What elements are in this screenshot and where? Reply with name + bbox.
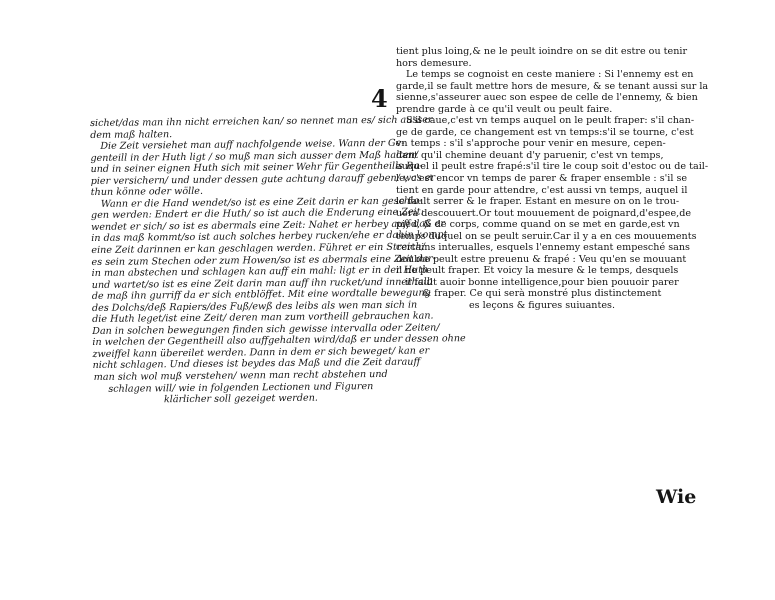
- text-line: und in seiner eignen Huth sich mit seiner Wehr für Gegentheills Ra-: [90, 160, 423, 176]
- text-line: il ne peult fraper. Et voicy la mesure & le temps, desquels: [396, 265, 679, 277]
- text-line: sichet/das man ihn nicht erreichen kan/ so nennet man es/ sich ausser: [90, 114, 433, 129]
- text-line: zweiffel kann übereilet werden. Dann in dem er sich beweget/ kan er: [92, 345, 430, 360]
- text-line: garde,il se fault mettre hors de mesure, & se tenant aussi sur la: [396, 80, 709, 92]
- text-line: die Huth leget/ist eine Zeit/ deren man zum vortheill gebrauchen kan.: [92, 310, 434, 326]
- text-line: gen werden: Endert er die Huth/ so ist auch die Enderung eine Zeit:: [90, 206, 424, 222]
- text-line: Dan in solchen bewegungen finden sich gewisse intervalla oder Zeiten/: [92, 322, 440, 337]
- text-line: in welchen der Gegentheill also auffgehalten wird/daß er under dessen ohne: [92, 333, 466, 349]
- text-line: prendre garde à ce qu'il veult ou peult faire.: [396, 103, 613, 115]
- french-text-column: [396, 46, 709, 312]
- text-line: tient plus loing,& ne le peult ioindre on se dit estre ou tenir: [396, 46, 688, 57]
- text-line: wendet er sich/ so ist es abermals eine Zeit: Nahet er herbey auff daß er: [91, 218, 445, 233]
- text-line: dem maß halten.: [90, 128, 173, 141]
- text-line: & fraper. Ce qui serà monstré plus distinctement: [422, 288, 662, 300]
- text-line: Le temps se cognoist en ceste maniere : Si l'ennemy est en: [406, 69, 694, 81]
- text-line: in man abstechen und schlagen kan auff ein mahl: ligt er in der Huth: [91, 264, 429, 280]
- text-line: uera descouuert.Or tout mouuement de poignard,d'espee,de: [396, 207, 692, 219]
- text-line: auquel il peult estre frapé:s'il tire le coup soit d'estoc ou de tail-: [396, 161, 709, 173]
- catchword: Wie: [656, 486, 697, 508]
- text-line: doubte peult estre preuenu & frapé : Veu qu'en se mouuant: [396, 253, 687, 265]
- text-line: hors demesure.: [396, 57, 472, 69]
- text-line: des Dolchs/deß Rapiers/des Fuß/ewß des leibs als wen man sich in: [91, 299, 418, 314]
- text-line: temps duquel on se peult seruir.Car il y a en ces mouuements: [396, 230, 697, 242]
- text-line: thun könne oder wölle.: [90, 186, 204, 199]
- text-line: es leçons & figures suiuantes.: [469, 300, 615, 312]
- text-line: man sich wol muß verstehen/ wenn man recht abstehen und: [93, 368, 388, 384]
- text-line: pier versichern/ und under dessen gute achtung darauff geben/ was er: [90, 172, 436, 187]
- text-line: le, c'est encor vn temps de parer & fraper ensemble : s'il se: [396, 173, 688, 185]
- text-line: und wartet/so ist es eine Zeit darin man auff ihn rucket/und innerhalb: [91, 276, 433, 291]
- text-line: S'il caue,c'est vn temps auquel on le peult fraper: s'il chan-: [406, 115, 695, 127]
- text-line: ge de garde, ce changement est vn temps:s'il se tourne, c'est: [396, 126, 694, 138]
- text-line: schlagen will/ wie in folgenden Lectionen und Figuren: [108, 380, 374, 395]
- text-line: Die Zeit versiehet man auff nachfolgende weise. Wann der Ge-: [100, 137, 405, 152]
- text-line: il fault auoir bonne intelligence,pour bien pouuoir parer: [405, 276, 679, 288]
- german-text-column: [90, 114, 466, 407]
- page-number: 4: [371, 84, 388, 113]
- text-line: de maß ihn gurriff da er sich entblöffet. Mit eine wordtalle bewegung: [91, 287, 431, 303]
- text-line: nicht schlagen. Und dieses ist beydes das Maß und die Zeit darauff: [92, 357, 421, 372]
- text-line: sienne,s'asseurer auec son espee de celle de l'ennemy, & bien: [396, 92, 698, 104]
- text-line: genteill in der Huth ligt / so muß man sich ausser dem Maß halten/: [90, 149, 419, 164]
- text-line: le fault serrer & le fraper. Estant en mesure on on le trou-: [396, 196, 680, 208]
- text-line: tient en garde pour attendre, c'est aussi vn temps, auquel il: [396, 184, 688, 196]
- text-line: vn temps : s'il s'approche pour venir en mesure, cepen-: [396, 138, 666, 150]
- text-line: dant qu'il chemine deuant d'y paruenir, c'est vn temps,: [396, 149, 664, 161]
- text-line: Wann er die Hand wendet/so ist es eine Zeit darin er kan geschla-: [100, 195, 423, 210]
- text-line: in das maß kommt/so ist auch solches herbey rucken/ehe er dahin kompt: [91, 229, 448, 245]
- text-line: eine Zeit darinnen er kan geschlagen werden. Führet er ein Streich/: [91, 241, 425, 257]
- text-line: es sein zum Stechen oder zum Howen/so ist es abermals eine Zeit dar-: [91, 252, 437, 268]
- text-line: pied, & de corps, comme quand on se met en garde,est vn: [396, 219, 680, 231]
- text-line: klärlicher soll gezeiget werden.: [163, 392, 318, 406]
- text-line: certains interualles, esquels l'ennemy estant empesché sans: [396, 242, 690, 254]
